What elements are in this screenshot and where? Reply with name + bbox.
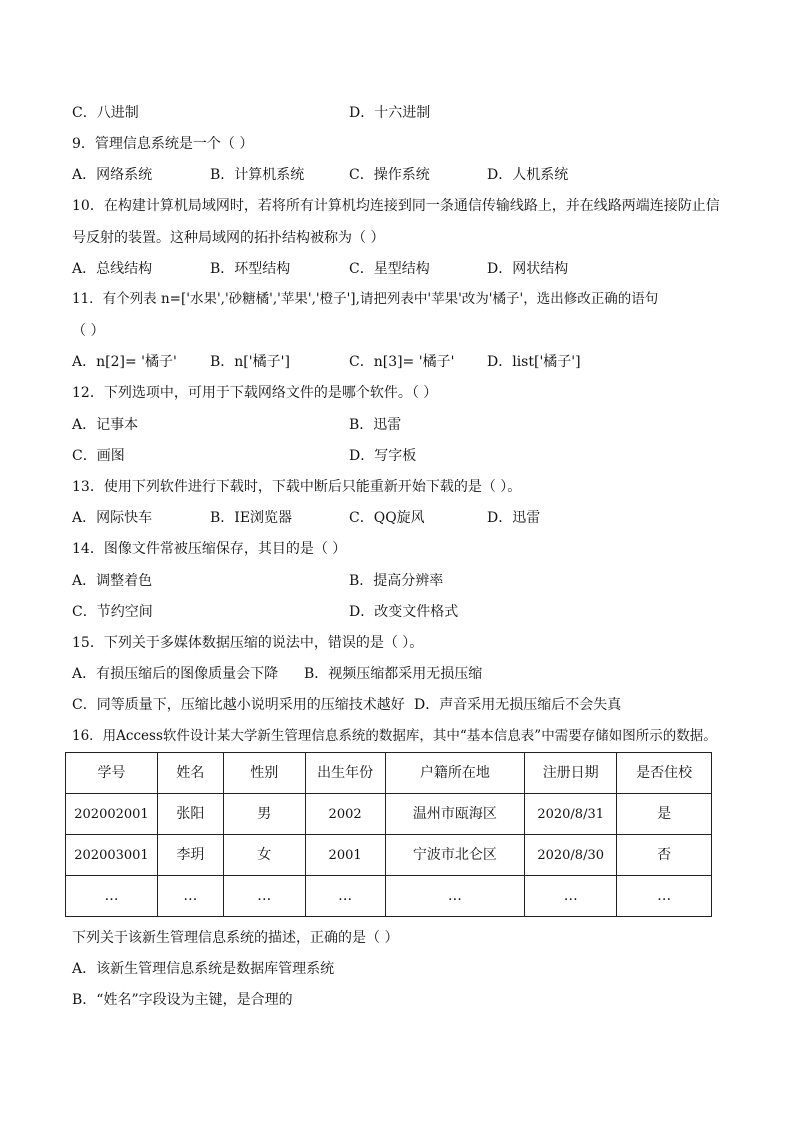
header-cell: 注册日期 — [525, 753, 617, 794]
q10-option-a: A．总线结构 — [72, 261, 153, 277]
table-cell: 否 — [617, 835, 712, 876]
q14-option-d: D．改变文件格式 — [349, 604, 459, 620]
q14-option-c: C．节约空间 — [72, 604, 153, 620]
table-cell: 温州市瓯海区 — [385, 794, 525, 835]
question-16: 16．用Access软件设计某大学新生管理信息系统的数据库，其中“基本信息表”中需要存储如图所示的数据。 — [72, 728, 717, 744]
question-14: 14．图像文件常被压缩保存，其目的是（ ） — [72, 541, 347, 557]
q16-option-b: B．“姓名”字段设为主键，是合理的 — [72, 992, 293, 1008]
table-cell: … — [157, 876, 223, 917]
q12-option-a: A．记事本 — [72, 417, 139, 433]
question-16-prompt: 下列关于该新生管理信息系统的描述，正确的是（ ） — [72, 930, 399, 946]
q12-option-c: C．画图 — [72, 448, 125, 464]
q15-option-a: A．有损压缩后的图像质量会下降 — [72, 666, 279, 682]
question-10-line-1: 10．在构建计算机局域网时，若将所有计算机均连接到同一条通信传输线路上，并在线路两端连接防止信 — [72, 198, 720, 214]
q9-option-b: B．计算机系统 — [210, 167, 305, 183]
q14-option-b: B．提高分辨率 — [349, 573, 444, 589]
q12-option-d: D．写字板 — [349, 448, 417, 464]
q13-option-c: C．QQ旋风 — [349, 510, 425, 526]
q11-option-d: D．list['橘子'] — [487, 354, 581, 370]
q11-option-b: B．n['橘子'] — [210, 354, 290, 370]
table-cell: … — [617, 876, 712, 917]
q13-option-a: A．网际快车 — [72, 510, 153, 526]
table-cell: 张阳 — [157, 794, 223, 835]
q10-option-d: D．网状结构 — [487, 261, 569, 277]
table-cell: 是 — [617, 794, 712, 835]
table-cell: 2020/8/31 — [525, 794, 617, 835]
q10-option-b: B．环型结构 — [210, 261, 291, 277]
q16-option-a: A．该新生管理信息系统是数据库管理系统 — [72, 961, 335, 977]
q13-option-d: D．迅雷 — [487, 510, 541, 526]
header-cell: 性别 — [223, 753, 305, 794]
question-10-line-2: 号反射的装置。这种局域网的拓扑结构被称为（ ） — [72, 230, 385, 246]
header-cell: 学号 — [66, 753, 158, 794]
q15-option-d: D．声音采用无损压缩后不会失真 — [414, 697, 622, 713]
q15-option-c: C．同等质量下，压缩比越小说明采用的压缩技术越好 — [72, 697, 405, 713]
table-header-row — [66, 753, 712, 794]
question-13: 13．使用下列软件进行下载时，下载中断后只能重新开始下载的是（ ）。 — [72, 479, 522, 495]
q11-option-c: C．n[3]= '橘子' — [349, 354, 455, 370]
question-11-line-1: 11．有个列表 n=['水果','砂糖橘','苹果','橙子'],请把列表中'苹果'改为'橘子'，选出修改正确的语句 — [72, 291, 659, 307]
q15-option-b: B．视频压缩都采用无损压缩 — [304, 666, 483, 682]
header-cell: 出生年份 — [305, 753, 385, 794]
table-cell: 2020/8/30 — [525, 835, 617, 876]
q8-option-c: C．八进制 — [72, 105, 139, 121]
table-cell: 李玥 — [157, 835, 223, 876]
table-cell: … — [305, 876, 385, 917]
header-cell: 是否住校 — [617, 753, 712, 794]
q12-option-b: B．迅雷 — [349, 417, 402, 433]
table-row — [66, 835, 712, 876]
header-cell: 姓名 — [157, 753, 223, 794]
table-cell: 2001 — [305, 835, 385, 876]
table-cell: 202002001 — [66, 794, 158, 835]
table-cell: … — [223, 876, 305, 917]
table-row — [66, 876, 712, 917]
student-info-table — [65, 752, 712, 917]
q10-option-c: C．星型结构 — [349, 261, 430, 277]
question-11-line-2: （ ） — [72, 323, 105, 339]
q14-option-a: A．调整着色 — [72, 573, 153, 589]
table-cell: … — [66, 876, 158, 917]
table-cell: … — [525, 876, 617, 917]
q13-option-b: B．IE浏览器 — [210, 510, 293, 526]
table-cell: 202003001 — [66, 835, 158, 876]
q11-option-a: A．n[2]= '橘子' — [72, 354, 177, 370]
q9-option-c: C．操作系统 — [349, 167, 430, 183]
q8-option-d: D．十六进制 — [349, 105, 431, 121]
table-cell: 宁波市北仑区 — [385, 835, 525, 876]
question-12: 12．下列选项中，可用于下载网络文件的是哪个软件。（ ） — [72, 385, 438, 401]
header-cell: 户籍所在地 — [385, 753, 525, 794]
table-row — [66, 794, 712, 835]
table-cell: … — [385, 876, 525, 917]
q9-option-a: A．网络系统 — [72, 167, 153, 183]
table-cell: 女 — [223, 835, 305, 876]
q9-option-d: D．人机系统 — [487, 167, 569, 183]
table-cell: 男 — [223, 794, 305, 835]
question-15: 15．下列关于多媒体数据压缩的说法中，错误的是（ ）。 — [72, 635, 424, 651]
table-cell: 2002 — [305, 794, 385, 835]
question-9: 9．管理信息系统是一个（ ） — [72, 136, 254, 152]
